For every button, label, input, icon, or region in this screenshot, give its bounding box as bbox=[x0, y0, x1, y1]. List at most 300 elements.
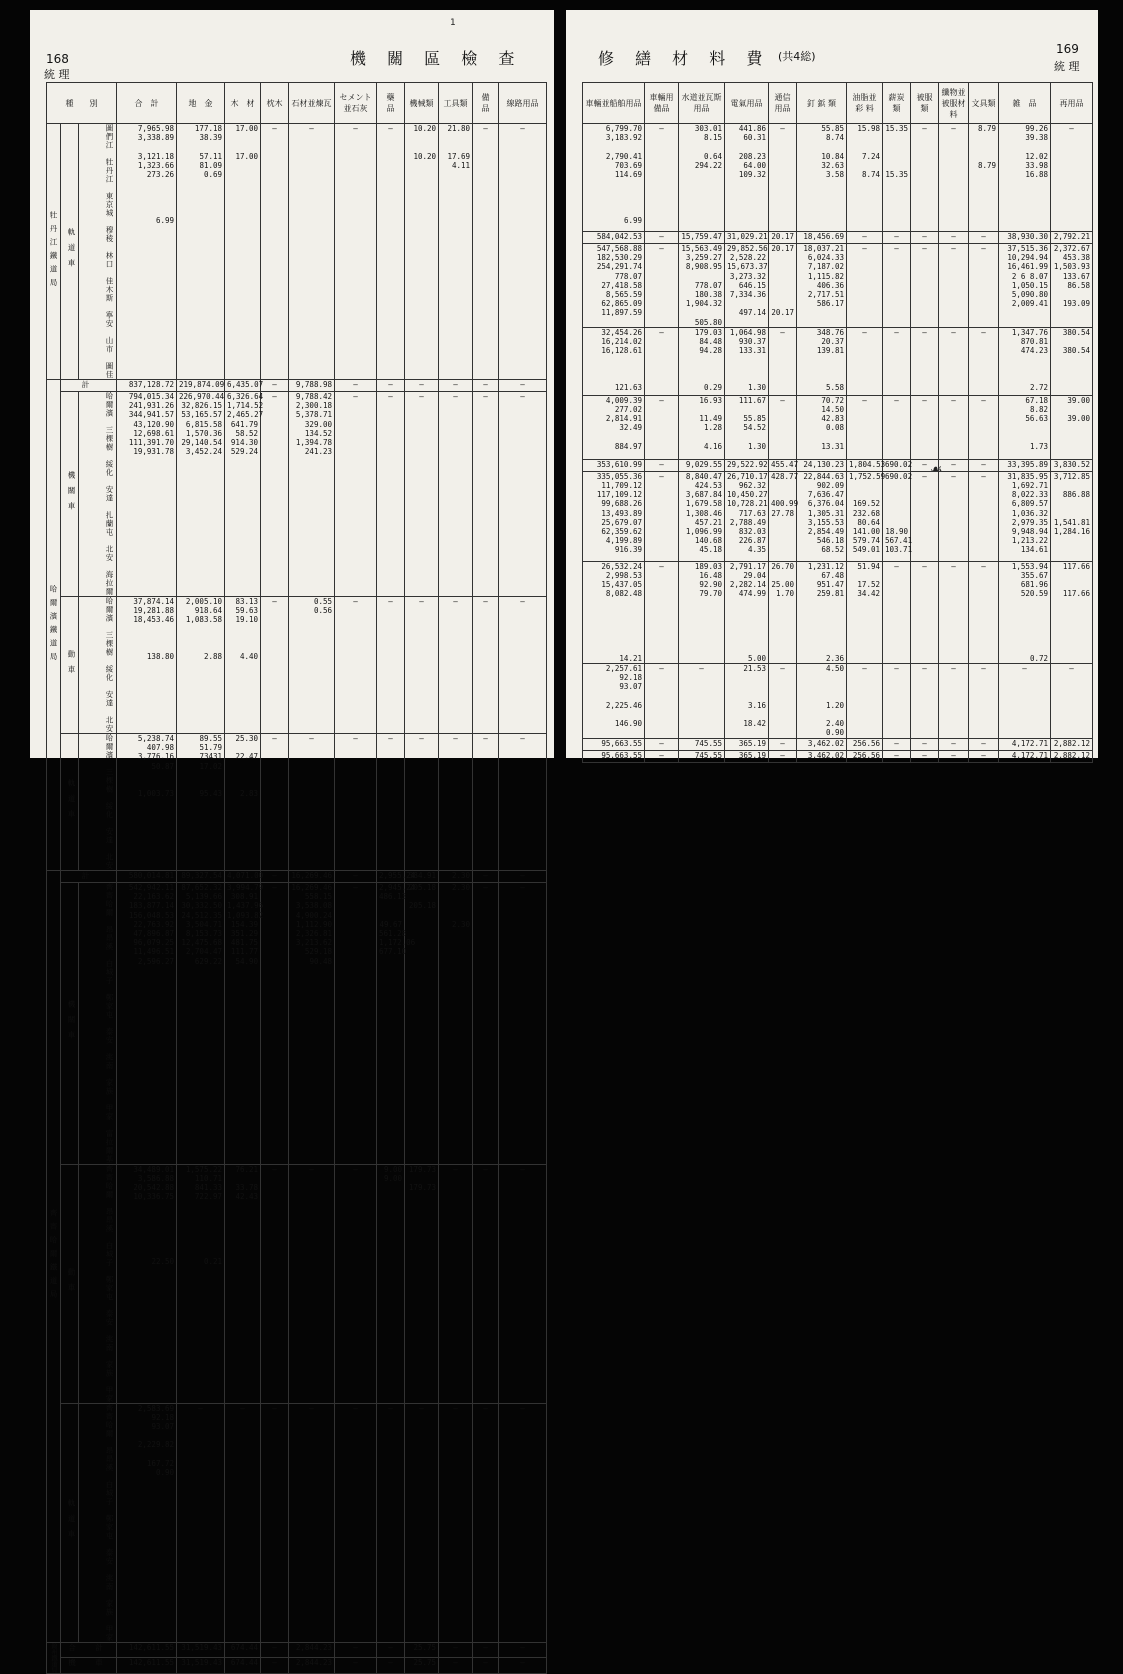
cell: 674.44 bbox=[225, 1658, 261, 1674]
cell: – bbox=[405, 597, 439, 734]
cell: – bbox=[405, 1403, 439, 1642]
cell: – bbox=[261, 392, 289, 597]
cell: 219,874.09 bbox=[177, 380, 225, 392]
cell: – bbox=[847, 232, 883, 244]
col-wood: 木 材 bbox=[225, 83, 261, 124]
cell: – bbox=[499, 380, 547, 392]
cell: 1,752.59 169.52 232.68 80.64 141.00 579.74 549.01 bbox=[847, 471, 883, 561]
cell: 353,610.99 bbox=[583, 459, 645, 471]
table-row bbox=[583, 750, 1093, 762]
cell: 2,844.23 bbox=[289, 1658, 335, 1674]
cell: 38,930.30 bbox=[999, 232, 1051, 244]
cell: – bbox=[911, 750, 939, 762]
cell: 3,830.52 bbox=[1051, 459, 1093, 471]
cell: 89,327.54 bbox=[177, 871, 225, 883]
cell: 25.75 bbox=[405, 1658, 439, 1674]
cell: 39.00 39.00 bbox=[1051, 395, 1093, 459]
cell: 4,009.39 277.02 2,814.91 32.49 884.97 bbox=[583, 395, 645, 459]
cell: – bbox=[377, 1658, 405, 1674]
col-metal: 地 金 bbox=[177, 83, 225, 124]
cell: 76.21 33.78 42.43 bbox=[225, 1164, 261, 1403]
cell: 455.47 bbox=[769, 459, 797, 471]
cell: 179.03 84.48 94.28 0.29 bbox=[679, 327, 725, 395]
cell: – bbox=[377, 1403, 405, 1642]
cell: 794,015.34 241,931.26 344,941.57 43,120.90 12,698.61 111,391.70 19,931.78 bbox=[117, 392, 177, 597]
cell: – bbox=[335, 734, 377, 871]
cell: 31,519.43 bbox=[177, 1642, 225, 1658]
cell: 31,835.95 1,692.71 8,022.33 6,809.57 1,036.32 2,979.35 9,948.94 1,213.22 134.61 bbox=[999, 471, 1051, 561]
right-page-subtitle: (共4総) bbox=[778, 50, 816, 63]
cell: – bbox=[969, 244, 999, 328]
cell: 2,792.21 bbox=[1051, 232, 1093, 244]
table-row bbox=[583, 561, 1093, 663]
cell: – bbox=[911, 244, 939, 328]
cell: 303.01 8.15 0.64 294.22 bbox=[679, 124, 725, 232]
cell: – bbox=[769, 124, 797, 232]
cell: – bbox=[439, 1403, 473, 1642]
cell: 1,804.53 bbox=[847, 459, 883, 471]
cell: 21.53 3.16 18.42 bbox=[725, 664, 769, 739]
cell: 2,844.23 bbox=[289, 1642, 335, 1658]
cell: 2.30 bbox=[439, 871, 473, 883]
cell: 441.86 60.31 208.23 64.00 109.32 bbox=[725, 124, 769, 232]
cell: 51.94 17.52 34.42 bbox=[847, 561, 883, 663]
section-label: 軌道車 bbox=[61, 1403, 79, 1642]
cell: 189.03 16.48 92.90 79.70 bbox=[679, 561, 725, 663]
cell: – bbox=[261, 1164, 289, 1403]
table-row bbox=[47, 392, 547, 597]
cell: 428.77 400.99 27.78 bbox=[769, 471, 797, 561]
col-nails: 釘 鋲 類 bbox=[797, 83, 847, 124]
cell: – bbox=[335, 392, 377, 597]
cell: – bbox=[499, 871, 547, 883]
cell: 348.76 20.37 139.81 5.58 bbox=[797, 327, 847, 395]
table-row bbox=[47, 1642, 547, 1658]
cell: – bbox=[261, 1658, 289, 1674]
cell: – bbox=[473, 734, 499, 871]
table-row bbox=[47, 380, 547, 392]
right-table bbox=[582, 82, 1093, 763]
cell: 2,955.24 bbox=[377, 871, 405, 883]
cell: 0.55 0.56 bbox=[289, 597, 335, 734]
cell: – bbox=[969, 232, 999, 244]
ink-smudge-icon: ☙ bbox=[930, 462, 943, 478]
cell: – bbox=[939, 232, 969, 244]
cell: 547,568.88 182,530.29 254,291.74 778.07 27,418.58 8,565.59 62,865.09 11,897.59 bbox=[583, 244, 645, 328]
cell: 20.17 20.17 bbox=[769, 244, 797, 328]
table-row bbox=[583, 124, 1093, 232]
cell: – bbox=[473, 380, 499, 392]
cell: – bbox=[499, 124, 547, 380]
cell: 15.35 15.35 bbox=[883, 124, 911, 232]
cell: – bbox=[473, 871, 499, 883]
cell: – bbox=[769, 664, 797, 739]
cell: – bbox=[377, 734, 405, 871]
cell: – bbox=[645, 471, 679, 561]
cell: – bbox=[939, 244, 969, 328]
station-names: 齊齊哈爾 昂昂溪 白城子 鄭家屯 泰安 洮南 家族 甲家 bbox=[79, 1403, 117, 1642]
cell: – bbox=[969, 664, 999, 739]
cell: – bbox=[969, 561, 999, 663]
cell: 117.66 117.66 bbox=[1051, 561, 1093, 663]
col-vehicle: 車輛並船舶用品 bbox=[583, 83, 645, 124]
cell: – bbox=[883, 395, 911, 459]
cell: – bbox=[335, 124, 377, 380]
cell: – bbox=[939, 459, 969, 471]
cell: – bbox=[645, 738, 679, 750]
left-table bbox=[46, 82, 547, 1674]
cell: – bbox=[473, 1403, 499, 1642]
cell: – bbox=[377, 380, 405, 392]
cell: – bbox=[939, 664, 969, 739]
cell: – bbox=[645, 232, 679, 244]
cell: 3,712.85 886.88 1,541.81 1,284.16 bbox=[1051, 471, 1093, 561]
station-names: 齊齊哈爾 昂昂溪 白城子 鄭家屯 泰安 洮南 家族 甲家 富拉爾基 bbox=[79, 883, 117, 1165]
cell: – bbox=[769, 395, 797, 459]
cell: 31,519.43 bbox=[177, 1658, 225, 1674]
cell: 6,435.07 bbox=[225, 380, 261, 392]
cell: 226,970.44 32,826.15 53,165.57 6,815.58 1,570.36 29,140.54 3,452.24 bbox=[177, 392, 225, 597]
left-page-number: 168 bbox=[46, 52, 69, 66]
bureau-name: 牡丹江鐵道局 bbox=[47, 124, 61, 380]
cell: 9,788.98 bbox=[289, 380, 335, 392]
left-header-row bbox=[47, 83, 547, 124]
cell: – bbox=[377, 124, 405, 380]
cell: – bbox=[1051, 664, 1093, 739]
cell: – bbox=[439, 392, 473, 597]
bureau-name: 錦州鐵道局 bbox=[47, 1642, 61, 1673]
station-names: 哈爾濱 三棵樹 綏化 安達 北安 bbox=[79, 734, 117, 871]
cell: – bbox=[473, 883, 499, 1165]
cell: 7,965.98 3,338.89 3,121.18 1,323.66 273.26 6.99 bbox=[117, 124, 177, 380]
cell: 29,522.92 bbox=[725, 459, 769, 471]
cell: 1,347.76 870.81 474.23 2.72 bbox=[999, 327, 1051, 395]
table-row bbox=[583, 664, 1093, 739]
cell: 5,238.74 407.98 3,776.16 50.87 1,003.73 bbox=[117, 734, 177, 871]
cell: – bbox=[847, 664, 883, 739]
cell: 2,257.61 92.18 93.07 2,225.46 146.90 bbox=[583, 664, 645, 739]
cell: 95,663.55 bbox=[583, 738, 645, 750]
table-row bbox=[583, 459, 1093, 471]
cell: 31,029.21 bbox=[725, 232, 769, 244]
table-row bbox=[47, 871, 547, 883]
right-page-title: 修 繕 材 料 費 bbox=[598, 49, 771, 68]
cell: 2,372.67 453.38 1,503.93 133.67 86.58 193.09 bbox=[1051, 244, 1093, 328]
cell: – bbox=[261, 597, 289, 734]
cell: 837,128.72 bbox=[117, 380, 177, 392]
cell: 1,553.94 355.67 681.96 520.59 0.72 bbox=[999, 561, 1051, 663]
table-row bbox=[47, 734, 547, 871]
cell: – bbox=[911, 664, 939, 739]
sum-label: 合 計 bbox=[61, 1642, 117, 1658]
cell: 55.85 8.74 10.84 32.63 3.58 bbox=[797, 124, 847, 232]
table-row bbox=[47, 124, 547, 380]
cell: – bbox=[883, 664, 911, 739]
left-top-mark: 1 bbox=[450, 18, 456, 28]
cell: – bbox=[439, 1642, 473, 1658]
cell: – bbox=[499, 1658, 547, 1674]
sum-label: 計 bbox=[61, 871, 117, 883]
cell: 4,172.71 bbox=[999, 750, 1051, 762]
table-row bbox=[583, 327, 1093, 395]
cell: – bbox=[911, 124, 939, 232]
cell: – bbox=[499, 597, 547, 734]
cell: – bbox=[335, 871, 377, 883]
col-electric: 電氣用品 bbox=[725, 83, 769, 124]
cell: 111.67 55.85 54.52 1.30 bbox=[725, 395, 769, 459]
cell: 18,456.69 bbox=[797, 232, 847, 244]
station-names: 哈爾濱 三棵樹 綏化 安達 扎蘭屯 北安 海拉爾 bbox=[79, 392, 117, 597]
cell: – bbox=[939, 395, 969, 459]
cell: 9,029.55 bbox=[679, 459, 725, 471]
cell: 70.72 14.50 42.83 0.08 13.31 bbox=[797, 395, 847, 459]
cell: 256.56 bbox=[847, 750, 883, 762]
cell: – bbox=[261, 124, 289, 380]
cell: 83.13 59.63 19.10 4.40 bbox=[225, 597, 261, 734]
cell: 2,583.69 92.18 93.07 2,229.82 167.72 0.90 bbox=[117, 1403, 177, 1642]
cell: – bbox=[473, 1642, 499, 1658]
cell: – bbox=[499, 1164, 547, 1403]
bureau-name: 哈爾濱鐵道局 bbox=[47, 380, 61, 871]
cell: – bbox=[261, 1642, 289, 1658]
cell: 9,788.42 2,300.18 5,378.71 329.00 134.52 1,394.78 241.23 bbox=[289, 392, 335, 597]
cell: 365.19 bbox=[725, 738, 769, 750]
cell: – bbox=[473, 124, 499, 380]
cell: – bbox=[261, 883, 289, 1165]
col-cement: セメント並石灰 bbox=[335, 83, 377, 124]
cell: 142,611.55 bbox=[117, 1658, 177, 1674]
cell: – bbox=[377, 597, 405, 734]
cell: 580,014.81 bbox=[117, 871, 177, 883]
section-label: 動車 bbox=[61, 1164, 79, 1403]
cell: 67.18 8.82 56.63 1.73 bbox=[999, 395, 1051, 459]
cell: 89.55 51.79 73431 17.02 95.43 bbox=[177, 734, 225, 871]
col-stone: 石材並煉瓦 bbox=[289, 83, 335, 124]
cell: 21.80 17.69 4.11 bbox=[439, 124, 473, 380]
table-row bbox=[583, 395, 1093, 459]
col-type: 種 別 bbox=[47, 83, 117, 124]
cell: – bbox=[969, 395, 999, 459]
cell: – bbox=[939, 561, 969, 663]
cell: 380.54 380.54 bbox=[1051, 327, 1093, 395]
cell: 745.55 bbox=[679, 738, 725, 750]
sum-label: 機 車 bbox=[61, 1658, 117, 1674]
cell: – bbox=[769, 738, 797, 750]
cell: – bbox=[473, 392, 499, 597]
right-header-row bbox=[583, 83, 1093, 124]
cell: – bbox=[969, 471, 999, 561]
col-sleeper: 枕木 bbox=[261, 83, 289, 124]
cell: – bbox=[439, 1164, 473, 1403]
cell: 384.91 bbox=[405, 871, 439, 883]
cell: – bbox=[473, 1658, 499, 1674]
cell: – bbox=[377, 1642, 405, 1658]
cell: – bbox=[969, 327, 999, 395]
cell: – bbox=[911, 561, 939, 663]
cell: – bbox=[999, 664, 1051, 739]
cell: – bbox=[645, 395, 679, 459]
cell: 745.55 bbox=[679, 750, 725, 762]
cell: – bbox=[377, 392, 405, 597]
table-row bbox=[583, 244, 1093, 328]
cell: – bbox=[769, 327, 797, 395]
cell: 177.18 38.39 57.11 81.09 0.69 bbox=[177, 124, 225, 380]
cell: 8,840.47 424.53 3,687.84 1,679.58 1,308.46 457.21 1,096.99 140.68 45.18 bbox=[679, 471, 725, 561]
cell: 3,462.02 bbox=[797, 738, 847, 750]
cell: – bbox=[473, 597, 499, 734]
cell: 365.19 bbox=[725, 750, 769, 762]
cell: – bbox=[939, 471, 969, 561]
cell: 6,799.70 3,183.92 2,790.41 703.69 114.69 6.99 bbox=[583, 124, 645, 232]
cell: 584,042.53 bbox=[583, 232, 645, 244]
cell: – bbox=[225, 1403, 261, 1642]
cell: – bbox=[911, 471, 939, 561]
cell: 690.02 bbox=[883, 459, 911, 471]
col-tools: 工具類 bbox=[439, 83, 473, 124]
cell: – bbox=[645, 561, 679, 663]
col-misc: 雑 品 bbox=[999, 83, 1051, 124]
left-page bbox=[30, 10, 554, 1673]
cell: 16.93 11.49 1.28 4.16 bbox=[679, 395, 725, 459]
table-row bbox=[47, 883, 547, 1165]
cell: 15.98 7.24 8.74 bbox=[847, 124, 883, 232]
cell: – bbox=[335, 597, 377, 734]
cell: – bbox=[261, 1403, 289, 1642]
cell: – bbox=[405, 734, 439, 871]
col-textile: 纖物並被服材料 bbox=[939, 83, 969, 124]
cell: 9.00 9.00 bbox=[377, 1164, 405, 1403]
cell: – bbox=[911, 232, 939, 244]
cell: – bbox=[645, 124, 679, 232]
cell: – bbox=[1051, 124, 1093, 232]
cell: 4,172.71 bbox=[999, 738, 1051, 750]
cell: – bbox=[939, 750, 969, 762]
cell: 26.70 25.00 1.70 bbox=[769, 561, 797, 663]
cell: – bbox=[499, 734, 547, 871]
col-clothing: 被服類 bbox=[911, 83, 939, 124]
cell: 15,759.47 bbox=[679, 232, 725, 244]
cell: – bbox=[645, 664, 679, 739]
cell: 2,945.24 486.13 49.67 561.28 1,172.06 677.10 bbox=[377, 883, 405, 1165]
cell: – bbox=[335, 1658, 377, 1674]
cell: – bbox=[289, 1164, 335, 1403]
cell: – bbox=[439, 1658, 473, 1674]
cell: – bbox=[883, 244, 911, 328]
col-reuse: 再用品 bbox=[1051, 83, 1093, 124]
cell: – bbox=[645, 459, 679, 471]
col-stationery: 文具類 bbox=[969, 83, 999, 124]
cell: – bbox=[261, 380, 289, 392]
cell: 17.00 17.00 bbox=[225, 124, 261, 380]
cell: 542,942.11 22,163.62 183,877.14 156,048.53 22,763.92 47,896.87 96,079.25 11,496.51 2,596.27 bbox=[117, 883, 177, 1165]
cell: 37,515.36 10,294.94 16,461.99 2 6 8.07 1,050.15 5,090.80 2,009.41 bbox=[999, 244, 1051, 328]
cell: 29,852.56 2,528.22 15,673.37 3,273.32 646.15 7,334.36 497.14 bbox=[725, 244, 769, 328]
cell: – bbox=[499, 1403, 547, 1642]
table-row bbox=[47, 1658, 547, 1674]
cell: 8.79 8.79 bbox=[969, 124, 999, 232]
cell: – bbox=[969, 738, 999, 750]
station-names: 圖們江 牡丹江 東京城 穆稜 林口 佳木斯 寧安 山市 圖佳 bbox=[79, 124, 117, 380]
cell: 25.75 bbox=[405, 1642, 439, 1658]
table-row bbox=[583, 232, 1093, 244]
cell: 25.30 22.47 2.83 bbox=[225, 734, 261, 871]
cell: 674.44 bbox=[225, 1642, 261, 1658]
table-row bbox=[47, 1403, 547, 1642]
cell: – bbox=[911, 459, 939, 471]
cell: 179.73 179.73 bbox=[405, 1164, 439, 1403]
cell: 16,269.46 558.15 3,538.08 4,900.24 1,112.90 2,326.81 3,213.62 529.18 90.48 bbox=[289, 883, 335, 1165]
cell: 16,269.46 bbox=[289, 871, 335, 883]
left-page-title: 機 關 區 檢 查 bbox=[350, 49, 523, 68]
cell: 2,791.17 29.04 2,282.14 474.99 5.00 bbox=[725, 561, 769, 663]
section-label: 軌道車 bbox=[61, 734, 79, 871]
cell: – bbox=[335, 1403, 377, 1642]
cell: – bbox=[969, 750, 999, 762]
cell: – bbox=[645, 327, 679, 395]
col-chem: 藥 品 bbox=[377, 83, 405, 124]
cell: – bbox=[335, 1642, 377, 1658]
cell: – bbox=[939, 738, 969, 750]
cell: – bbox=[499, 883, 547, 1165]
table-row bbox=[47, 1164, 547, 1403]
cell: – bbox=[883, 232, 911, 244]
cell: – bbox=[439, 597, 473, 734]
col-equip: 備 品 bbox=[473, 83, 499, 124]
cell: 37,874.14 19,281.88 18,453.46 138.80 bbox=[117, 597, 177, 734]
cell: – bbox=[911, 327, 939, 395]
cell: 95,663.55 bbox=[583, 750, 645, 762]
cell: 2.30 2.30 bbox=[439, 883, 473, 1165]
cell: 4,071.00 bbox=[225, 871, 261, 883]
section-label: 動車 bbox=[61, 597, 79, 734]
cell: – bbox=[499, 1642, 547, 1658]
cell: 690.02 18.90 567.41 103.71 bbox=[883, 471, 911, 561]
cell: – bbox=[939, 327, 969, 395]
cell: – bbox=[177, 1403, 225, 1642]
cell: – bbox=[679, 664, 725, 739]
col-vehicle-equip: 車輛用備品 bbox=[645, 83, 679, 124]
cell: – bbox=[289, 1403, 335, 1642]
cell: 3,994.79 308.91 1,437.96 1,093.82 154.39 351.29 481.75 111.77 54.90 bbox=[225, 883, 261, 1165]
cell: – bbox=[439, 734, 473, 871]
cell: 99.26 39.38 12.02 33.98 16.88 bbox=[999, 124, 1051, 232]
cell: 32,454.26 16,214.02 16,128.61 121.63 bbox=[583, 327, 645, 395]
col-track: 線路用品 bbox=[499, 83, 547, 124]
cell: 34,489.01 3,586.88 20,542.88 10,336.75 22.50 bbox=[117, 1164, 177, 1403]
cell: – bbox=[911, 738, 939, 750]
cell: 33,395.89 bbox=[999, 459, 1051, 471]
cell: 3,462.02 bbox=[797, 750, 847, 762]
right-page-mark: 統 理 bbox=[1054, 60, 1080, 73]
cell: 2,005.10 918.64 1,083.58 2.88 bbox=[177, 597, 225, 734]
cell: – bbox=[261, 871, 289, 883]
cell: – bbox=[439, 380, 473, 392]
cell: 2,882.12 bbox=[1051, 750, 1093, 762]
cell: – bbox=[289, 124, 335, 380]
right-page bbox=[566, 10, 1098, 758]
cell: – bbox=[405, 380, 439, 392]
cell: – bbox=[883, 561, 911, 663]
right-page-number: 169 bbox=[1056, 42, 1079, 56]
cell: – bbox=[847, 244, 883, 328]
cell: 15,563.49 3,259.27 8,908.95 778.07 180.38 1,904.32 505.80 bbox=[679, 244, 725, 328]
cell: – bbox=[939, 124, 969, 232]
cell: – bbox=[847, 327, 883, 395]
cell: 6,326.64 1,714.52 2,465.27 641.79 58.52 914.30 529.24 bbox=[225, 392, 261, 597]
cell: 26,710.17 962.32 10,450.27 10,728.21 717.63 2,788.49 832.03 226.87 4.35 bbox=[725, 471, 769, 561]
cell: 18,037.21 6,024.33 7,187.02 1,115.82 406.36 2,717.51 586.17 bbox=[797, 244, 847, 328]
col-water-gas: 水道並瓦斯用品 bbox=[679, 83, 725, 124]
